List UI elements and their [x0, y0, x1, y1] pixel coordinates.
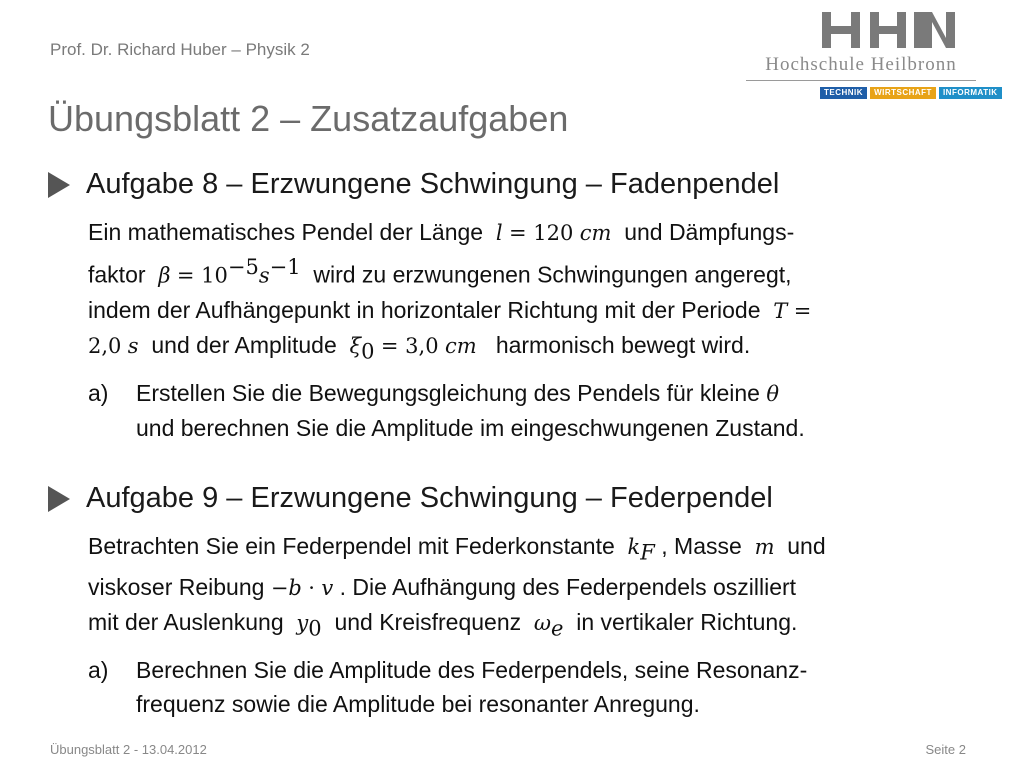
- text: harmonisch bewegt wird.: [495, 331, 751, 358]
- tag-informatik: INFORMATIK: [939, 87, 1002, 99]
- text: Erstellen Sie die Bewegungsgleichung des Pendels für kleine: [136, 380, 760, 407]
- text: und Dämpfungs-: [624, 219, 795, 245]
- math-equals: =: [793, 298, 812, 323]
- math-l-value: = 120: [508, 221, 574, 245]
- task-8-description: [88, 215, 988, 368]
- task-8-part-a: [88, 376, 988, 445]
- header-text: Prof. Dr. Richard Huber – Physik 2: [50, 40, 310, 59]
- math-theta: θ: [766, 382, 780, 407]
- logo-subtitle: Hochschule Heilbronn: [765, 54, 957, 75]
- task-9-description: [88, 529, 988, 645]
- text: frequenz sowie die Amplitude bei resonanter Anregung.: [136, 691, 700, 718]
- text: und der Amplitude: [151, 331, 337, 358]
- math-omega: ω: [533, 610, 552, 635]
- tag-wirtschaft: WIRTSCHAFT: [870, 87, 936, 99]
- text: indem der Aufhängepunkt in horizontaler Richtung mit der Periode: [88, 296, 761, 323]
- math-T-unit: s: [127, 333, 139, 358]
- bullet-arrow-icon: [48, 486, 70, 512]
- math-l-unit: cm: [579, 221, 612, 245]
- task-8-heading: [48, 168, 988, 201]
- text: Ein mathematisches Pendel der Länge: [88, 219, 484, 245]
- math-xi-unit: cm: [444, 333, 477, 358]
- text: und berechnen Sie die Amplitude im eingeschwungenen Zustand.: [136, 415, 805, 442]
- math-s: s: [258, 263, 270, 288]
- task-9-title: Aufgabe 9 – Erzwungene Schwingung – Federpendel: [86, 482, 773, 514]
- part-label: a): [88, 380, 109, 407]
- text: Betrachten Sie ein Federpendel mit Federkonstante: [88, 533, 615, 559]
- math-xi-subscript: 0: [361, 339, 375, 364]
- math-y: y: [296, 610, 309, 635]
- math-s-exponent: −1: [269, 255, 301, 279]
- math-minus: −: [270, 575, 289, 600]
- math-b: b: [288, 575, 302, 600]
- math-omega-subscript: e: [551, 616, 564, 641]
- hhn-logo-letters-icon: [746, 8, 976, 52]
- text: und: [787, 533, 826, 559]
- math-xi-value: = 3,0: [380, 333, 439, 358]
- logo-divider: [746, 80, 976, 81]
- math-xi: ξ: [349, 333, 362, 358]
- math-v: v: [321, 575, 334, 600]
- text: , Masse: [661, 533, 742, 559]
- math-m: m: [754, 535, 775, 559]
- text: . Die Aufhängung des Federpendels oszilliert: [339, 573, 797, 600]
- task-8-title: Aufgabe 8 – Erzwungene Schwingung – Fadenpendel: [86, 168, 780, 200]
- math-dot: ·: [308, 575, 315, 600]
- bullet-arrow-icon: [48, 172, 70, 198]
- math-k-subscript: F: [640, 540, 655, 565]
- math-beta-value: = 10: [176, 263, 228, 288]
- math-beta: β: [158, 263, 171, 288]
- task-8: [48, 168, 988, 445]
- text: Berechnen Sie die Amplitude des Federpendels, seine Resonanz-: [136, 657, 808, 684]
- footer-page-number: Seite 2: [925, 742, 966, 757]
- text: und Kreisfrequenz: [334, 608, 522, 635]
- text: in vertikaler Richtung.: [576, 608, 798, 635]
- math-y-subscript: 0: [308, 616, 322, 641]
- text: mit der Auslenkung: [88, 608, 284, 635]
- text: faktor: [88, 261, 146, 288]
- task-9: [48, 482, 988, 721]
- math-k: k: [627, 535, 641, 559]
- page-title: Übungsblatt 2 – Zusatzaufgaben: [48, 98, 569, 139]
- part-label: a): [88, 657, 109, 684]
- math-T-value: 2,0: [88, 333, 122, 358]
- footer-date: Übungsblatt 2 - 13.04.2012: [50, 742, 207, 757]
- text: viskoser Reibung: [88, 573, 265, 600]
- logo-tags: [820, 87, 1002, 99]
- tag-technik: TECHNIK: [820, 87, 867, 99]
- text: wird zu erzwungenen Schwingungen angeregt,: [313, 261, 792, 288]
- task-9-heading: [48, 482, 988, 515]
- math-beta-exponent: −5: [227, 255, 259, 279]
- math-T: T: [773, 298, 788, 323]
- task-9-part-a: [88, 653, 988, 721]
- math-l: l: [495, 221, 503, 245]
- hhn-logo: [746, 8, 998, 100]
